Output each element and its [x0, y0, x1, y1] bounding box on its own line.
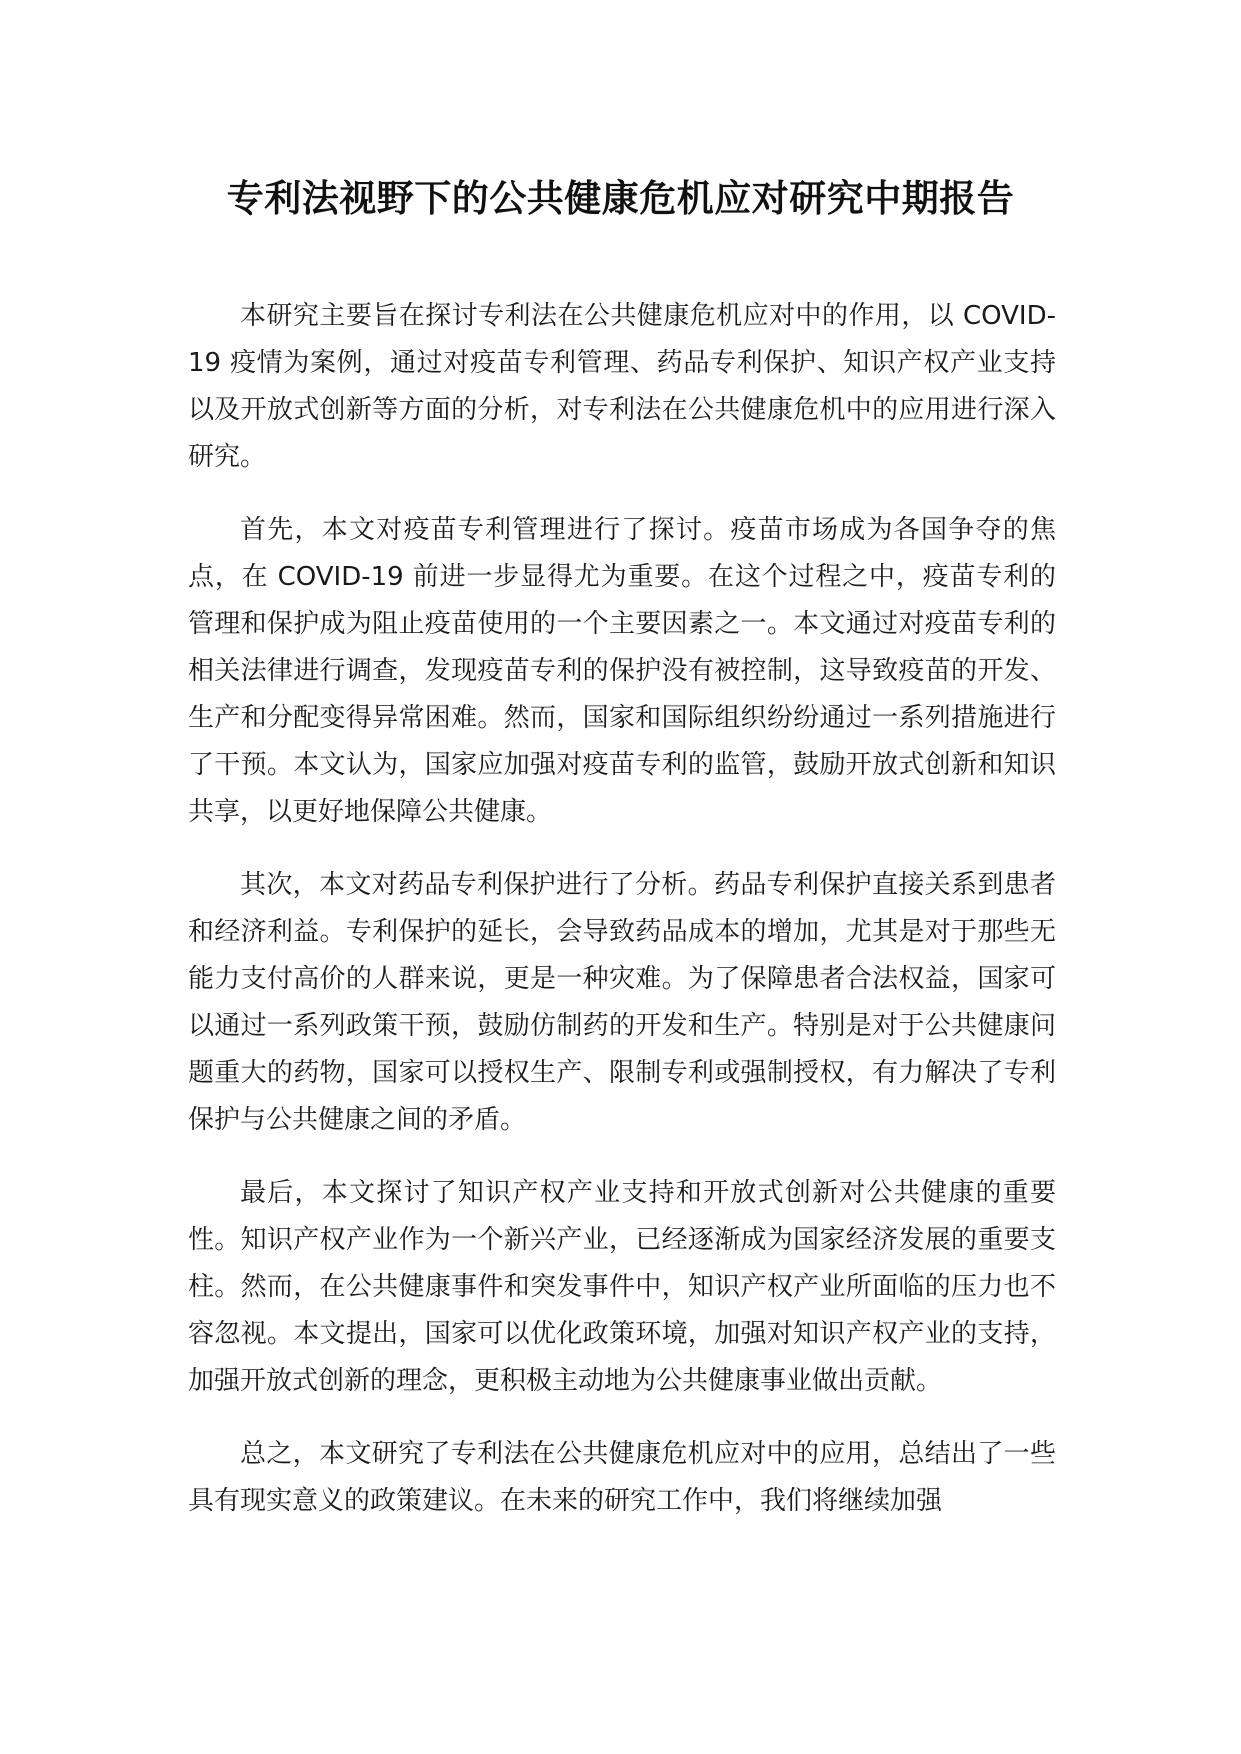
document-title: 专利法视野下的公共健康危机应对研究中期报告 — [226, 177, 1015, 220]
paragraph-ip-industry: 最后，本文探讨了知识产权产业支持和开放式创新对公共健康的重要性。知识产权产业作为一个新兴产业，已经逐渐成为国家经济发展的重要支柱。然而，在公共健康事件和突发事件中，知识产权产业所面临的压力也不容忽视。本文提出，国家可以优化政策环境，加强对知识产权产业的支持，加强开放式创新的理念，更积极主动地为公共健康事业做出贡献。 — [188, 1178, 1056, 1396]
paragraph-vaccine-patents: 首先，本文对疫苗专利管理进行了探讨。疫苗市场成为各国争夺的焦点，在 COVID-19 前进一步显得尤为重要。在这个过程之中，疫苗专利的管理和保护成为阻止疫苗使用的一个主要因素之一。本文通过对疫苗专利的相关法律进行调查，发现疫苗专利的保护没有被控制，这导致疫苗的开发、生产和分配变得异常困难。然而，国家和国际组织纷纷通过一系列措施进行了干预。本文认为，国家应加强对疫苗专利的监管，鼓励开放式创新和知识共享，以更好地保障公共健康。 — [188, 515, 1056, 827]
paragraph-conclusion: 总之，本文研究了专利法在公共健康危机应对中的应用，总结出了一些具有现实意义的政策建议。在未来的研究工作中，我们将继续加强 — [188, 1439, 1056, 1516]
paragraph-intro: 本研究主要旨在探讨专利法在公共健康危机应对中的作用，以 COVID-19 疫情为案例，通过对疫苗专利管理、药品专利保护、知识产权产业支持以及开放式创新等方面的分析，对专利法在公共健康危机中的应用进行深入研究。 — [188, 301, 1056, 472]
document-body — [188, 293, 1056, 1551]
paragraph-drug-patents: 其次，本文对药品专利保护进行了分析。药品专利保护直接关系到患者和经济利益。专利保护的延长，会导致药品成本的增加，尤其是对于那些无能力支付高价的人群来说，更是一种灾难。为了保障患者合法权益，国家可以通过一系列政策干预，鼓励仿制药的开发和生产。特别是对于公共健康问题重大的药物，国家可以授权生产、限制专利或强制授权，有力解决了专利保护与公共健康之间的矛盾。 — [188, 870, 1056, 1135]
